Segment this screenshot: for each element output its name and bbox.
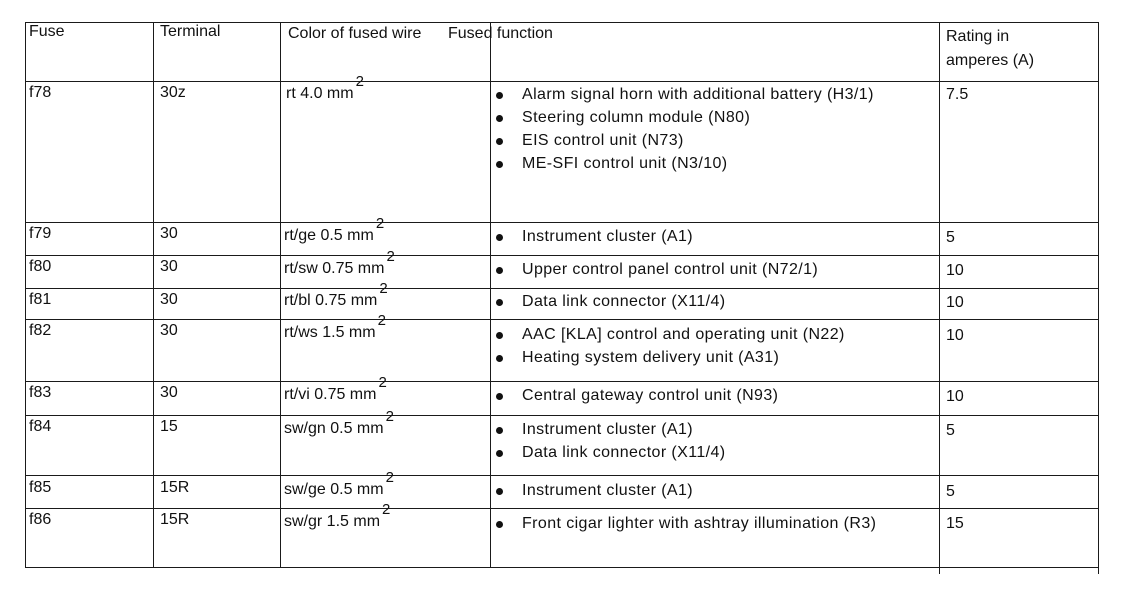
wire-superscript: 2	[385, 408, 394, 425]
cell-functions	[492, 512, 917, 535]
function-text: Alarm signal horn with additional battery (H3/1)	[522, 86, 874, 103]
cell-fuse: f86	[29, 511, 52, 528]
header-fuse: Fuse	[29, 23, 65, 40]
list-item	[492, 152, 922, 175]
list-item	[492, 384, 922, 407]
wire-superscript: 2	[377, 312, 386, 329]
cell-rating: 15	[946, 515, 964, 532]
grid-line	[1098, 22, 1099, 574]
function-text: Instrument cluster (A1)	[522, 421, 694, 438]
bullet-icon	[496, 427, 503, 434]
cell-terminal: 30z	[160, 84, 186, 101]
list-item	[492, 441, 922, 464]
bullet-icon	[496, 234, 503, 241]
cell-terminal: 30	[160, 258, 178, 275]
header-rating-line2: amperes (A)	[946, 52, 1035, 69]
header-terminal: Terminal	[160, 23, 221, 40]
grid-line	[153, 22, 154, 568]
cell-functions	[492, 418, 922, 464]
cell-terminal: 15	[160, 418, 178, 435]
cell-wire-color	[284, 248, 395, 280]
cell-rating: 10	[946, 294, 964, 311]
grid-line	[25, 255, 1099, 256]
function-text: AAC [KLA] control and operating unit (N22)	[522, 326, 845, 343]
function-text: Instrument cluster (A1)	[522, 228, 694, 245]
list-item	[492, 129, 922, 152]
list-item	[492, 83, 922, 106]
function-text: Instrument cluster (A1)	[522, 482, 694, 499]
grid-line	[939, 22, 940, 574]
cell-terminal: 30	[160, 291, 178, 308]
list-item	[492, 418, 922, 441]
cell-fuse: f85	[29, 479, 52, 496]
grid-line	[25, 222, 1099, 223]
cell-fuse: f78	[29, 84, 52, 101]
wire-text: sw/ge 0.5 mm	[284, 481, 384, 498]
cell-terminal: 15R	[160, 511, 190, 528]
grid-line	[25, 288, 1099, 289]
function-text: Steering column module (N80)	[522, 109, 751, 126]
cell-wire-color	[284, 280, 388, 312]
cell-fuse: f80	[29, 258, 52, 275]
cell-functions	[492, 479, 922, 502]
cell-fuse: f82	[29, 322, 52, 339]
list-item	[492, 225, 922, 248]
cell-functions	[492, 258, 922, 281]
function-text: EIS control unit (N73)	[522, 132, 684, 149]
list-item	[492, 346, 922, 369]
wire-superscript: 2	[379, 280, 388, 297]
cell-wire-color	[284, 215, 385, 247]
list-item	[492, 290, 922, 313]
function-text: Central gateway control unit (N93)	[522, 387, 779, 404]
list-item	[492, 323, 922, 346]
wire-text: rt/sw 0.75 mm	[284, 260, 385, 277]
cell-wire-color	[284, 408, 394, 440]
cell-functions	[492, 83, 922, 175]
function-text: Front cigar lighter with ashtray illumination (R3)	[522, 515, 877, 532]
cell-functions	[492, 323, 922, 369]
cell-fuse: f83	[29, 384, 52, 401]
wire-superscript: 2	[355, 73, 364, 90]
function-text: Heating system delivery unit (A31)	[522, 349, 780, 366]
cell-terminal: 30	[160, 384, 178, 401]
cell-wire-color	[286, 73, 364, 105]
function-text: Data link connector (X11/4)	[522, 444, 726, 461]
bullet-icon	[496, 267, 503, 274]
wire-text: rt/ge 0.5 mm	[284, 227, 374, 244]
grid-line	[490, 22, 491, 568]
function-text: Data link connector (X11/4)	[522, 293, 726, 310]
grid-line	[25, 567, 1099, 568]
bullet-icon	[496, 299, 503, 306]
bullet-icon	[496, 138, 503, 145]
cell-terminal: 30	[160, 225, 178, 242]
cell-fuse: f81	[29, 291, 52, 308]
cell-fuse: f84	[29, 418, 52, 435]
cell-rating: 5	[946, 483, 955, 500]
cell-terminal: 30	[160, 322, 178, 339]
list-item	[492, 479, 922, 502]
cell-rating: 5	[946, 422, 955, 439]
bullet-icon	[496, 521, 503, 528]
cell-terminal: 15R	[160, 479, 190, 496]
cell-rating: 10	[946, 327, 964, 344]
grid-line	[280, 22, 281, 568]
grid-line	[25, 475, 1099, 476]
wire-superscript: 2	[385, 469, 394, 486]
grid-line	[25, 319, 1099, 320]
bullet-icon	[496, 393, 503, 400]
wire-text: rt/ws 1.5 mm	[284, 324, 376, 341]
grid-line	[25, 22, 26, 568]
function-text: ME-SFI control unit (N3/10)	[522, 155, 728, 172]
cell-fuse: f79	[29, 225, 52, 242]
cell-rating: 7.5	[946, 86, 969, 103]
cell-rating: 5	[946, 229, 955, 246]
bullet-icon	[496, 450, 503, 457]
wire-superscript: 2	[382, 501, 391, 518]
cell-wire-color	[284, 469, 394, 501]
function-text: Upper control panel control unit (N72/1)	[522, 261, 819, 278]
wire-text: rt 4.0 mm	[286, 85, 354, 102]
bullet-icon	[496, 488, 503, 495]
header-rating	[946, 25, 1034, 73]
bullet-icon	[496, 92, 503, 99]
bullet-icon	[496, 332, 503, 339]
wire-text: sw/gr 1.5 mm	[284, 513, 381, 530]
cell-rating: 10	[946, 262, 964, 279]
bullet-icon	[496, 161, 503, 168]
cell-rating: 10	[946, 388, 964, 405]
grid-line	[25, 381, 1099, 382]
wire-text: rt/vi 0.75 mm	[284, 386, 377, 403]
header-rating-line1: Rating in	[946, 28, 1010, 45]
bullet-icon	[496, 115, 503, 122]
cell-functions	[492, 290, 922, 313]
cell-wire-color	[284, 312, 386, 344]
header-wire-color: Color of fused wire	[288, 25, 422, 42]
wire-superscript: 2	[386, 248, 395, 265]
wire-superscript: 2	[375, 215, 385, 232]
grid-line	[25, 81, 1099, 82]
bullet-icon	[496, 355, 503, 362]
wire-superscript: 2	[378, 374, 387, 391]
list-item	[492, 258, 922, 281]
list-item	[492, 512, 917, 535]
header-fused-function: Fused function	[448, 25, 553, 42]
cell-functions	[492, 225, 922, 248]
wire-text: rt/bl 0.75 mm	[284, 292, 378, 309]
cell-wire-color	[284, 374, 387, 406]
grid-line	[25, 415, 1099, 416]
cell-functions	[492, 384, 922, 407]
cell-wire-color	[284, 501, 391, 533]
list-item	[492, 106, 922, 129]
wire-text: sw/gn 0.5 mm	[284, 420, 384, 437]
